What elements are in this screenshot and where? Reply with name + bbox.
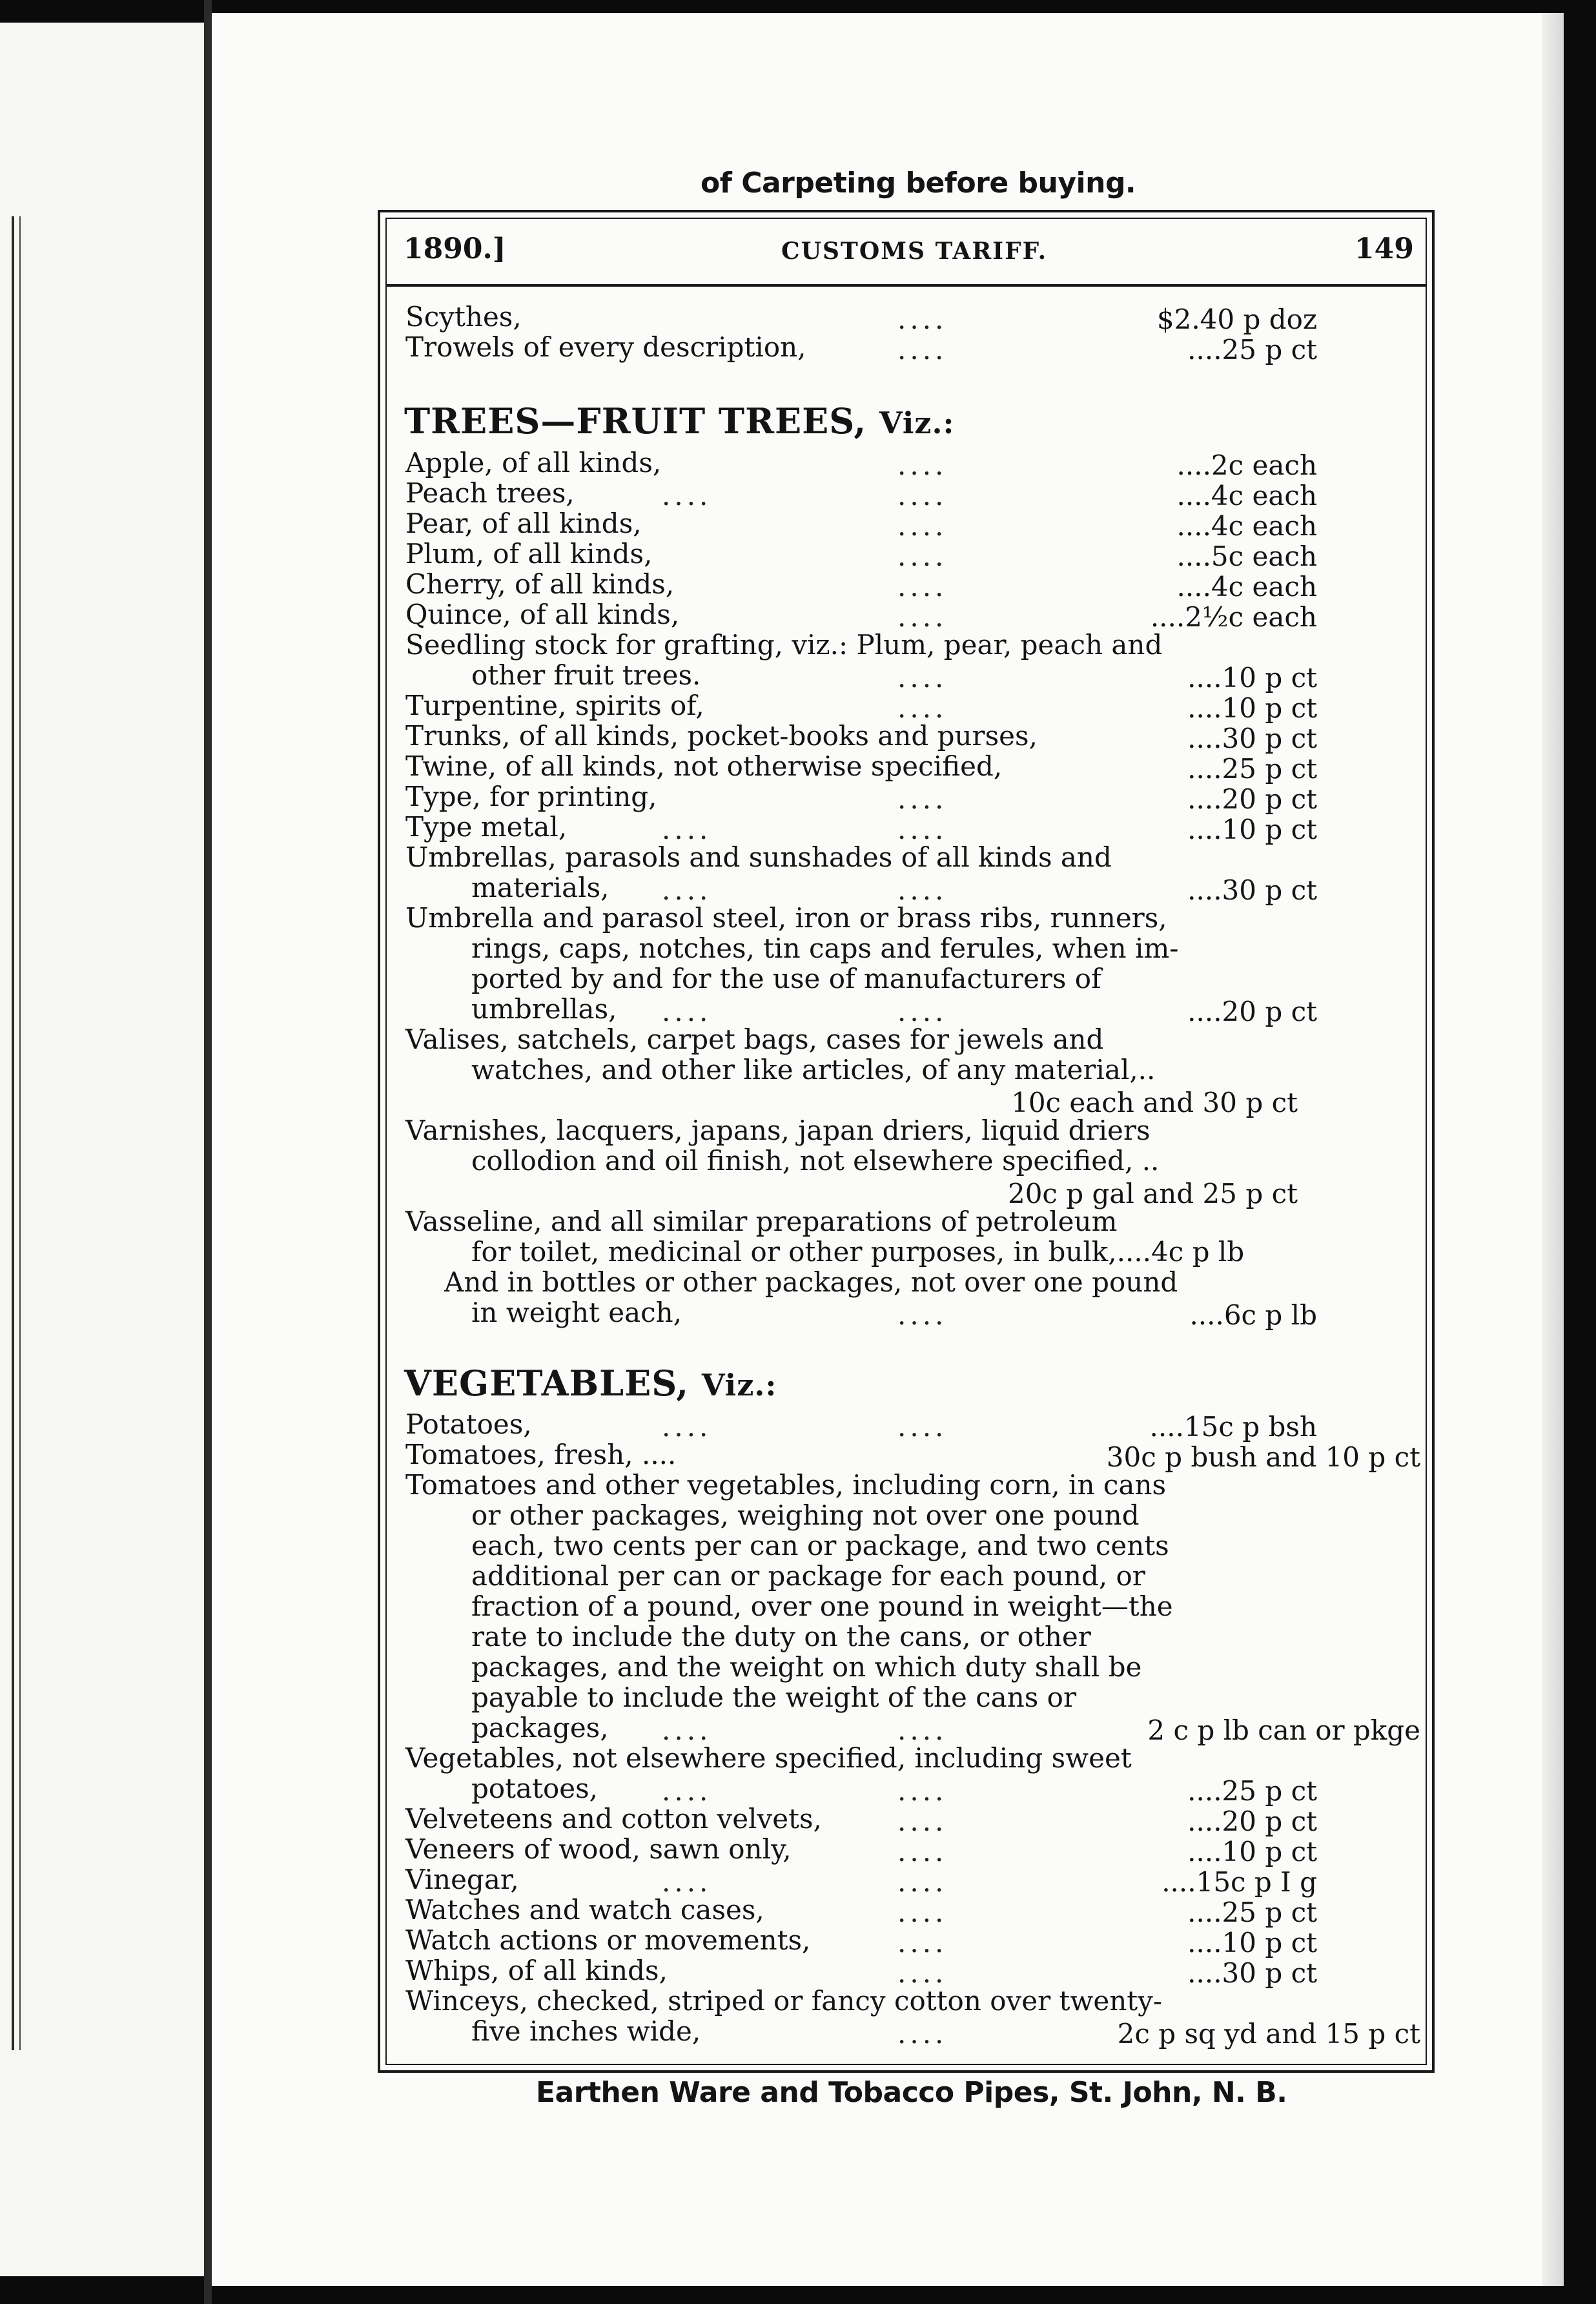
tariff-rate: ....30 p ct [1187, 723, 1317, 754]
tariff-rate: ....20 p ct [1187, 1805, 1317, 1837]
leader-dots: .... [662, 1714, 712, 1746]
header-rule [385, 284, 1427, 287]
section-heading [404, 1363, 777, 1404]
tariff-rate: ....10 p ct [1187, 1836, 1317, 1867]
tariff-item: in weight each, [471, 1297, 682, 1328]
tariff-item: packages, [471, 1712, 609, 1743]
tariff-item: rings, caps, notches, tin caps and ferules, when im- [471, 932, 1179, 964]
tariff-item: Velveteens and cotton velvets, [405, 1803, 822, 1835]
tariff-rate: ....2½c each [1150, 601, 1317, 633]
tariff-item: Potatoes, [405, 1408, 532, 1440]
leader-dots: .... [897, 2018, 948, 2050]
leader-dots: .... [897, 601, 948, 633]
tariff-item: Plum, of all kinds, [405, 538, 653, 570]
leader-dots: .... [897, 1897, 948, 1928]
book-gutter [204, 0, 212, 2304]
bottom-advertisement-banner: Earthen Ware and Tobacco Pipes, St. John, N. B. [536, 2076, 1287, 2109]
tariff-item: Peach trees, [405, 477, 575, 509]
tariff-item: for toilet, medicinal or other purposes, in bulk,....4c p lb [471, 1236, 1245, 1268]
tariff-rate: ....4c each [1176, 571, 1317, 602]
tariff-item: payable to include the weight of the cans or [471, 1682, 1077, 1713]
tariff-item: watches, and other like articles, of any material,.. [471, 1054, 1156, 1085]
tariff-item: Seedling stock for grafting, viz.: Plum, pear, peach and [405, 629, 1163, 661]
tariff-item: Twine, of all kinds, not otherwise specified, [405, 750, 1003, 782]
tariff-item: additional per can or package for each pound, or [471, 1560, 1145, 1592]
tariff-item: Vegetables, not elsewhere specified, including sweet [405, 1742, 1132, 1774]
tariff-rate: ....10 p ct [1187, 1927, 1317, 1959]
leader-dots: .... [897, 540, 948, 572]
tariff-item: Scythes, [405, 301, 522, 333]
header-year: 1890.] [404, 232, 506, 265]
tariff-rate: 10c each and 30 p ct [1011, 1087, 1298, 1118]
tariff-item: Umbrella and parasol steel, iron or brass ribs, runners, [405, 902, 1167, 934]
leader-dots: .... [897, 510, 948, 542]
tariff-rate: ....2c each [1176, 449, 1317, 481]
tariff-rate: 30c p bush and 10 p ct [1106, 1441, 1420, 1473]
leader-dots: .... [897, 449, 948, 481]
tariff-item: each, two cents per can or package, and two cents [471, 1530, 1169, 1561]
section-viz: Viz.: [879, 406, 955, 440]
leader-dots: .... [662, 874, 712, 906]
leader-dots: .... [897, 480, 948, 511]
tariff-item: Cherry, of all kinds, [405, 568, 675, 600]
tariff-item: Trowels of every description, [405, 331, 806, 363]
tariff-item: Varnishes, lacquers, japans, japan driers, liquid driers [405, 1115, 1151, 1146]
leader-dots: .... [897, 1411, 948, 1443]
tariff-item: collodion and oil finish, not elsewhere specified, .. [471, 1145, 1160, 1177]
leader-dots: .... [897, 814, 948, 845]
tariff-rate: ....25 p ct [1187, 1775, 1317, 1807]
tariff-item: Vinegar, [405, 1864, 519, 1895]
tariff-item: And in bottles or other packages, not over one pound [444, 1266, 1178, 1298]
leader-dots: .... [897, 1836, 948, 1867]
tariff-item: Watches and watch cases, [405, 1894, 764, 1926]
tariff-item: or other packages, weighing not over one pound [471, 1499, 1140, 1531]
tariff-item: Whips, of all kinds, [405, 1955, 668, 1986]
tariff-item: five inches wide, [471, 2015, 701, 2047]
tariff-item: other fruit trees. [471, 659, 701, 691]
tariff-item: Turpentine, spirits of, [405, 690, 704, 721]
tariff-rate: ....4c each [1176, 510, 1317, 542]
leader-dots: .... [662, 814, 712, 845]
tariff-item: Watch actions or movements, [405, 1924, 811, 1956]
tariff-item: rate to include the duty on the cans, or other [471, 1621, 1091, 1652]
tariff-rate: ....25 p ct [1187, 1897, 1317, 1928]
header-title: CUSTOMS TARIFF. [781, 238, 1048, 265]
tariff-item: Tomatoes, fresh, .... [405, 1439, 677, 1470]
leader-dots: .... [897, 1714, 948, 1746]
tariff-item: Veneers of wood, sawn only, [405, 1833, 792, 1865]
tariff-item: Pear, of all kinds, [405, 508, 642, 539]
tariff-item: Tomatoes and other vegetables, including corn, in cans [405, 1469, 1167, 1501]
tariff-rate: ....30 p ct [1187, 1957, 1317, 1989]
tariff-item: potatoes, [471, 1773, 598, 1804]
left-page [0, 23, 204, 2276]
leader-dots: .... [897, 1775, 948, 1807]
leader-dots: .... [897, 1927, 948, 1959]
leader-dots: .... [897, 334, 948, 365]
section-title: TREES—FRUIT TREES, [404, 400, 879, 442]
leader-dots: .... [662, 1866, 712, 1898]
tariff-rate: ....15c p I g [1161, 1866, 1317, 1898]
section-viz: Viz.: [701, 1368, 777, 1403]
leader-dots: .... [897, 1805, 948, 1837]
tariff-item: Umbrellas, parasols and sunshades of all kinds and [405, 841, 1112, 873]
tariff-rate: ....30 p ct [1187, 874, 1317, 906]
leader-dots: .... [897, 874, 948, 906]
tariff-rate: ....10 p ct [1187, 692, 1317, 724]
tariff-item: Apple, of all kinds, [405, 447, 662, 478]
leader-dots: .... [662, 480, 712, 511]
tariff-item: materials, [471, 872, 609, 903]
leader-dots: .... [897, 1866, 948, 1898]
leader-dots: .... [897, 662, 948, 694]
tariff-item: Valises, satchels, carpet bags, cases for jewels and [405, 1023, 1104, 1055]
leader-dots: .... [897, 783, 948, 815]
tariff-rate: 2 c p lb can or pkge [1147, 1714, 1420, 1746]
tariff-rate: ....25 p ct [1187, 334, 1317, 365]
leader-dots: .... [662, 996, 712, 1027]
page-number: 149 [1355, 232, 1414, 265]
page-edge [1542, 13, 1564, 2286]
tariff-item: ported by and for the use of manufacturers of [471, 963, 1101, 994]
tariff-rate: ....6c p lb [1189, 1299, 1317, 1331]
tariff-rate: 20c p gal and 25 p ct [1007, 1178, 1298, 1209]
tariff-item: Type metal, [405, 811, 568, 843]
tariff-rate: ....20 p ct [1187, 783, 1317, 815]
tariff-item: Winceys, checked, striped or fancy cotton over twenty- [405, 1985, 1163, 2017]
tariff-rate: ....10 p ct [1187, 814, 1317, 845]
tariff-rate: ....10 p ct [1187, 662, 1317, 694]
tariff-rate: ....20 p ct [1187, 996, 1317, 1027]
tariff-item: fraction of a pound, over one pound in weight—the [471, 1590, 1173, 1622]
section-title: VEGETABLES, [404, 1363, 702, 1404]
tariff-rate: 2c p sq yd and 15 p ct [1117, 2018, 1420, 2050]
tariff-item: Vasseline, and all similar preparations of petroleum [405, 1206, 1118, 1237]
top-advertisement-banner: of Carpeting before buying. [701, 167, 1136, 200]
leader-dots: .... [897, 1957, 948, 1989]
tariff-item: umbrellas, [471, 993, 617, 1025]
left-page-rule [12, 216, 14, 2050]
leader-dots: .... [897, 303, 948, 335]
tariff-item: Type, for printing, [405, 781, 657, 812]
leader-dots: .... [897, 996, 948, 1027]
left-page-rule-inner [19, 216, 21, 2050]
leader-dots: .... [662, 1411, 712, 1443]
tariff-rate: $2.40 p doz [1156, 303, 1317, 335]
leader-dots: .... [897, 692, 948, 724]
tariff-rate: ....15c p bsh [1149, 1411, 1317, 1443]
tariff-item: packages, and the weight on which duty shall be [471, 1651, 1142, 1683]
leader-dots: .... [897, 571, 948, 602]
tariff-item: Quince, of all kinds, [405, 599, 680, 630]
tariff-rate: ....4c each [1176, 480, 1317, 511]
tariff-rate: ....25 p ct [1187, 753, 1317, 785]
tariff-rate: ....5c each [1176, 540, 1317, 572]
leader-dots: .... [662, 1775, 712, 1807]
leader-dots: .... [897, 1299, 948, 1331]
tariff-item: Trunks, of all kinds, pocket-books and purses, [405, 720, 1038, 752]
section-heading [404, 400, 954, 442]
